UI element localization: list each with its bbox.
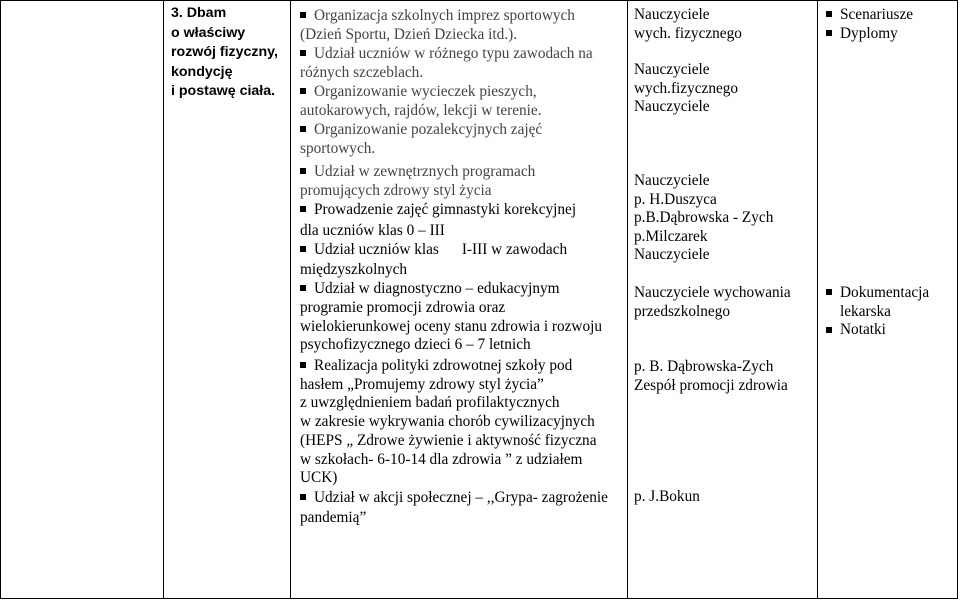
task-item: Udział uczniów w różnego typu zawodach na różnych szczeblach.	[300, 45, 593, 81]
responsible-cell: Nauczyciele wych. fizycznego	[634, 6, 742, 42]
square-bullet-icon	[300, 206, 306, 212]
task-item: Organizowanie pozalekcyjnych zajęć sportowych.	[300, 121, 543, 157]
square-bullet-icon	[826, 11, 832, 17]
responsible-cell: Nauczyciele p. H.Duszyca p.B.Dąbrowska - Zych p.Milczarek Nauczyciele	[634, 172, 774, 264]
task-item: Udział uczniów klas I-III w zawodach międzyszkolnych	[300, 241, 568, 278]
square-bullet-icon	[300, 126, 306, 132]
responsible-cell: Nauczyciele wych.fizycznego Nauczyciele	[634, 61, 739, 116]
square-bullet-icon	[300, 494, 306, 500]
area-title: 3. Dbam o właściwy rozwój fizyczny, kondycję i postawę ciała.	[171, 5, 278, 99]
square-bullet-icon	[300, 12, 306, 18]
square-bullet-icon	[300, 168, 306, 174]
responsible-cell: p. J.Bokun	[634, 488, 700, 505]
square-bullet-icon	[300, 50, 306, 56]
task-item: Prowadzenie zajęć gimnastyki korekcyjnej dla uczniów klas 0 – III	[300, 201, 577, 239]
table-border-left	[0, 0, 1, 599]
task-item: Udział w diagnostyczno – edukacyjnym programie promocji zdrowia oraz wielokierunkowej oceny stanu zdrowia i rozwoju psychofizycznego dzieci 6 – 7 letnich	[300, 280, 603, 354]
task-item: Udział w zewnętrznych programach promujących zdrowy styl życia	[300, 163, 536, 199]
task-item: Organizacja szkolnych imprez sportowych (Dzień Sportu, Dzień Dziecka itd.).	[300, 7, 575, 43]
task-item: Organizowanie wycieczek pieszych, autokarowych, rajdów, lekcji w terenie.	[300, 83, 542, 119]
task-item: Udział w akcji społecznej – ,,Grypa- zagrożenie pandemią”	[300, 489, 608, 526]
responsible-cell: Nauczyciele wychowania przedszkolnego	[634, 284, 791, 320]
table-border-top	[0, 0, 958, 1]
square-bullet-icon	[300, 246, 306, 252]
table-border-bottom	[0, 598, 958, 599]
square-bullet-icon	[300, 362, 306, 368]
task-item: Realizacja polityki zdrowotnej szkoły pod hasłem „Promujemy zdrowy styl życia” z uwzględnieniem badań profilaktycznych w zakresie wykrywania chorób cywilizacyjnych (HEPS „ Zdrowe żywienie i aktywność fizyczna w szkołach- 6-10-14 dla zdrowia ” z udziałem UCK)	[300, 357, 597, 487]
column-divider	[163, 0, 164, 599]
evidence-cell: Scenariusze Dyplomy	[826, 6, 960, 43]
square-bullet-icon	[826, 289, 832, 295]
evidence-cell: Dokumentacja lekarska Notatki	[826, 284, 960, 340]
column-divider	[817, 0, 818, 599]
square-bullet-icon	[300, 88, 306, 94]
square-bullet-icon	[300, 285, 306, 291]
responsible-cell: p. B. Dąbrowska-Zych Zespół promocji zdrowia	[634, 358, 788, 394]
square-bullet-icon	[826, 327, 832, 333]
square-bullet-icon	[826, 30, 832, 36]
column-divider	[290, 0, 291, 599]
